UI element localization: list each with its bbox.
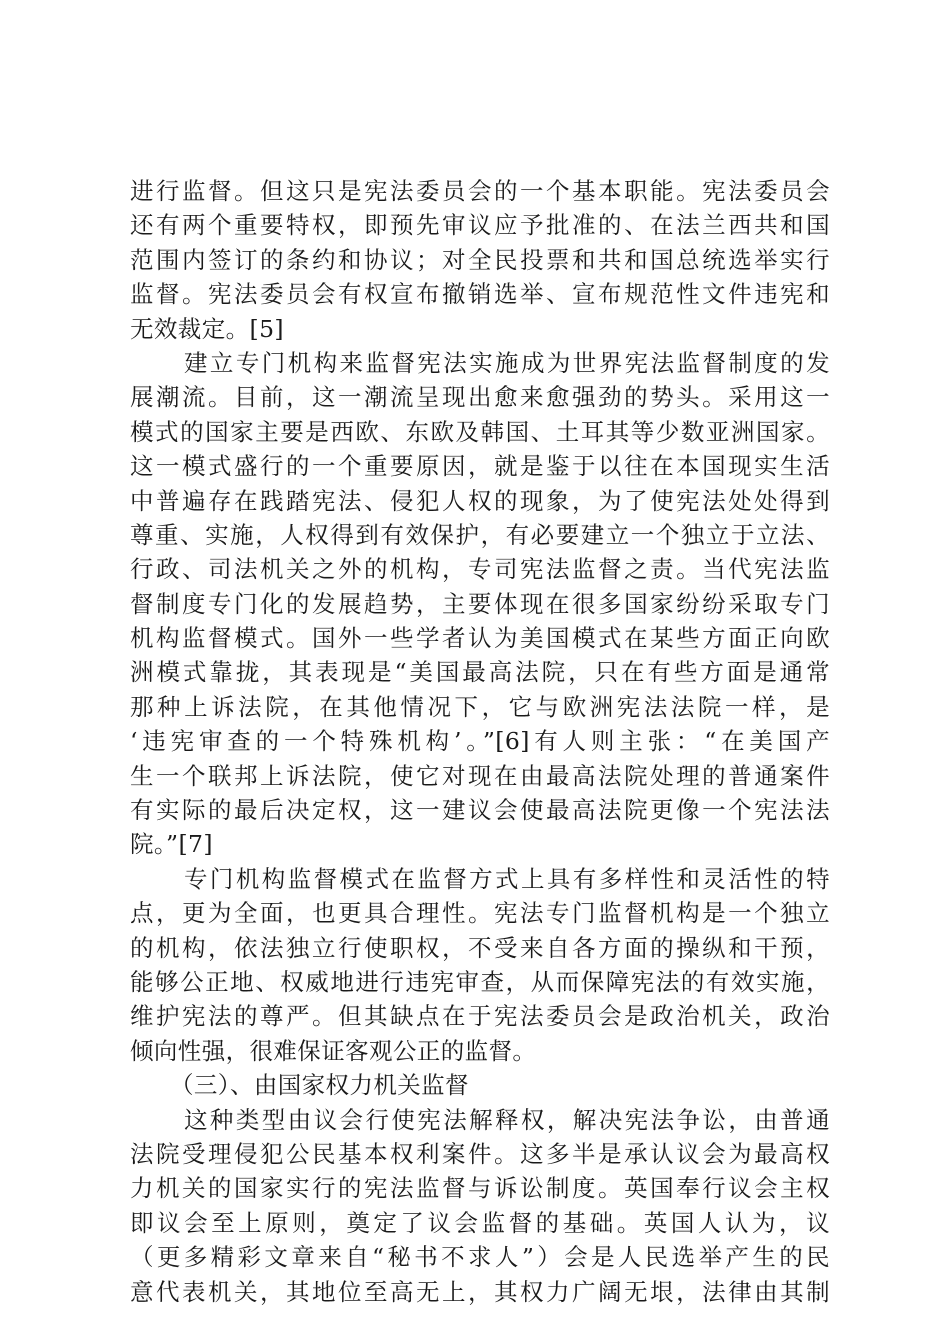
text-line: 还有两个重要特权，即预先审议应予批准的、在法兰西共和国 <box>130 211 830 240</box>
text-line: 监督。宪法委员会有权宣布撤销选举、宣布规范性文件违宪和 <box>130 280 830 309</box>
text-line: （更多精彩文章来自“秘书不求人”）会是人民选举产生的民 <box>130 1243 830 1272</box>
text-line: 无效裁定。[5] <box>130 314 284 343</box>
text-line: 展潮流。目前，这一潮流呈现出愈来愈强劲的势头。采用这一 <box>130 383 830 412</box>
text-line: 那种上诉法院，在其他情况下，它与欧洲宪法法院一样，是 <box>130 692 830 721</box>
paragraph-first-line: 专门机构监督模式在监督方式上具有多样性和灵活性的特 <box>184 864 830 893</box>
text-line: 有实际的最后决定权，这一建议会使最高法院更像一个宪法法 <box>130 796 830 825</box>
text-line: 维护宪法的尊严。但其缺点在于宪法委员会是政治机关，政治 <box>130 1002 830 1031</box>
text-line: 中普遍存在践踏宪法、侵犯人权的现象，为了使宪法处处得到 <box>130 486 830 515</box>
text-line: 生一个联邦上诉法院，使它对现在由最高法院处理的普通案件 <box>130 761 830 790</box>
paragraph-first-line: 这种类型由议会行使宪法解释权，解决宪法争讼，由普通 <box>184 1105 830 1134</box>
text-line: 力机关的国家实行的宪法监督与诉讼制度。英国奉行议会主权 <box>130 1174 830 1203</box>
text-line: 能够公正地、权威地进行违宪审查，从而保障宪法的有效实施， <box>130 967 830 996</box>
text-line: 法院受理侵犯公民基本权利案件。这多半是承认议会为最高权 <box>130 1139 830 1168</box>
text-line: 尊重、实施，人权得到有效保护，有必要建立一个独立于立法、 <box>130 520 830 549</box>
paragraph-first-line: 建立专门机构来监督宪法实施成为世界宪法监督制度的发 <box>184 348 830 377</box>
text-line: 的机构，依法独立行使职权，不受来自各方面的操纵和干预， <box>130 933 830 962</box>
text-line: 行政、司法机关之外的机构，专司宪法监督之责。当代宪法监 <box>130 555 830 584</box>
text-line: 倾向性强，很难保证客观公正的监督。 <box>130 1036 537 1065</box>
section-heading: （三）、由国家权力机关监督 <box>170 1071 469 1100</box>
text-line: 院。”[7] <box>130 830 213 859</box>
text-line: 意代表机关，其地位至高无上，其权力广阔无垠，法律由其制 <box>130 1277 830 1306</box>
text-line: 范围内签订的条约和协议；对全民投票和共和国总统选举实行 <box>130 245 830 274</box>
text-line: 机构监督模式。国外一些学者认为美国模式在某些方面正向欧 <box>130 624 830 653</box>
text-line: ‘违宪审查的一个特殊机构’。”[6]有人则主张：“在美国产 <box>130 727 830 756</box>
text-line: 督制度专门化的发展趋势，主要体现在很多国家纷纷采取专门 <box>130 589 830 618</box>
text-line: 这一模式盛行的一个重要原因，就是鉴于以往在本国现实生活 <box>130 452 830 481</box>
text-line: 洲模式靠拢，其表现是“美国最高法院，只在有些方面是通常 <box>130 658 830 687</box>
text-line: 模式的国家主要是西欧、东欧及韩国、土耳其等少数亚洲国家。 <box>130 417 830 446</box>
text-line: 即议会至上原则，奠定了议会监督的基础。英国人认为，议 <box>130 1208 830 1237</box>
text-line: 进行监督。但这只是宪法委员会的一个基本职能。宪法委员会 <box>130 177 830 205</box>
text-line: 点，更为全面，也更具合理性。宪法专门监督机构是一个独立 <box>130 899 830 928</box>
body-text <box>130 174 830 1309</box>
